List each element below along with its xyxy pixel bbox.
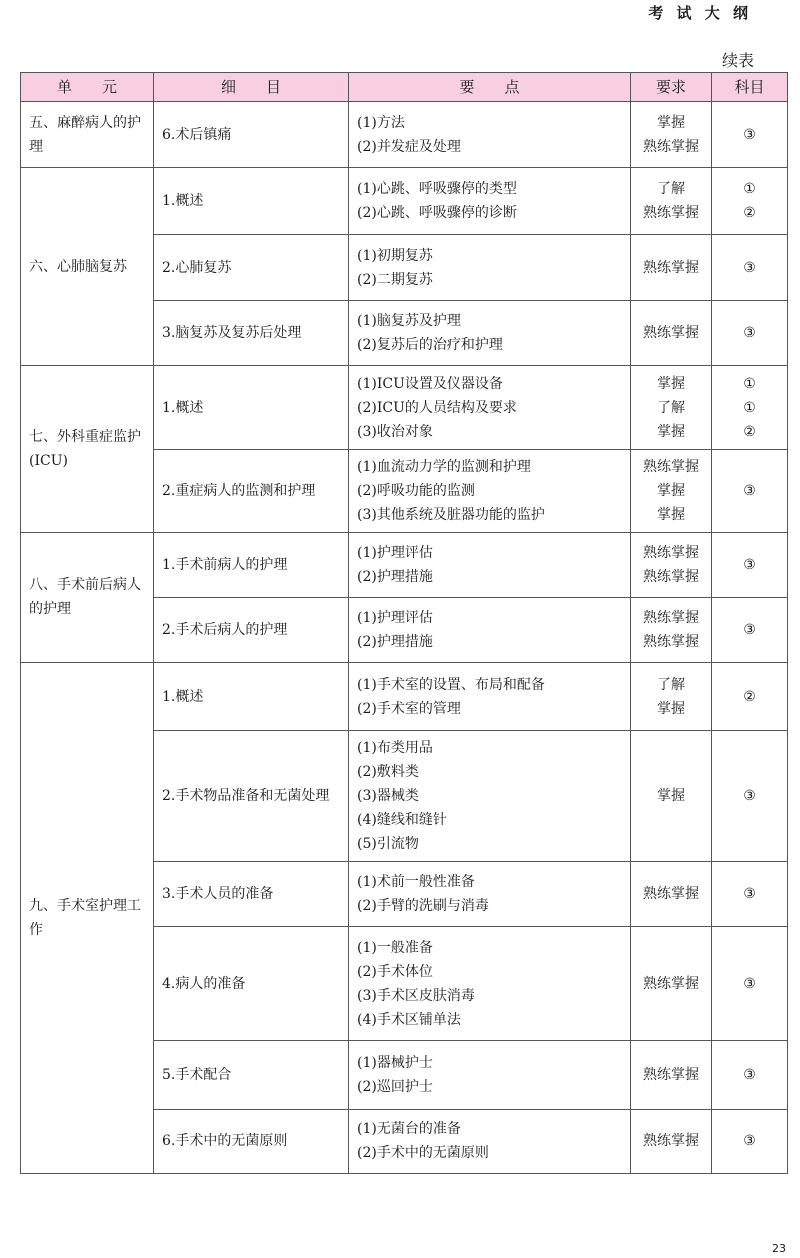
syllabus-table — [20, 72, 788, 1174]
subject-line: ② — [743, 688, 756, 705]
item-cell: 4.病人的准备 — [154, 927, 349, 1041]
unit-cell: 六、心肺脑复苏 — [21, 168, 154, 366]
points-cell — [349, 861, 631, 926]
subject-cell — [712, 102, 788, 168]
item-cell: 3.手术人员的准备 — [154, 861, 349, 926]
points-cell — [349, 102, 631, 168]
point-line: (2)手术室的管理 — [357, 700, 461, 717]
subject-cell — [712, 731, 788, 861]
point-line: (2)敷料类 — [357, 764, 419, 781]
points-cell — [349, 168, 631, 235]
requirement-cell — [631, 1109, 712, 1173]
subject-cell — [712, 927, 788, 1041]
item-cell: 5.手术配合 — [154, 1041, 349, 1109]
table-row — [21, 102, 788, 168]
requirement-line: 熟练掌握 — [643, 138, 699, 155]
requirement-cell — [631, 450, 712, 532]
subject-line: ① — [743, 399, 756, 416]
continued-label: 续表 — [721, 51, 754, 70]
requirement-cell — [631, 663, 712, 731]
header-requirement: 要求 — [631, 73, 712, 102]
subject-line: ③ — [743, 259, 756, 276]
item-cell: 1.手术前病人的护理 — [154, 532, 349, 597]
requirement-line: 熟练掌握 — [643, 544, 699, 561]
requirement-line: 熟练掌握 — [643, 568, 699, 585]
requirement-cell — [631, 927, 712, 1041]
header-unit: 单 元 — [21, 73, 154, 102]
page-number: 23 — [772, 1242, 786, 1255]
subject-line: ③ — [743, 621, 756, 638]
requirement-line: 熟练掌握 — [643, 975, 699, 992]
subject-line: ③ — [743, 482, 756, 499]
requirement-cell — [631, 532, 712, 597]
requirement-line: 掌握 — [657, 114, 685, 131]
points-cell — [349, 532, 631, 597]
point-line: (4)缝线和缝针 — [357, 812, 447, 829]
point-line: (2)呼吸功能的监测 — [357, 482, 475, 499]
header-subject: 科目 — [712, 73, 788, 102]
subject-cell — [712, 168, 788, 235]
point-line: (1)心跳、呼吸骤停的类型 — [357, 181, 517, 198]
requirement-cell — [631, 365, 712, 449]
document-title: 考 试 大 纲 — [648, 4, 752, 22]
points-cell — [349, 597, 631, 662]
point-line: (3)其他系统及脏器功能的监护 — [357, 506, 545, 523]
subject-line: ① — [743, 181, 756, 198]
item-cell: 2.手术后病人的护理 — [154, 597, 349, 662]
subject-line: ③ — [743, 556, 756, 573]
requirement-line: 熟练掌握 — [643, 205, 699, 222]
subject-cell — [712, 235, 788, 300]
point-line: (1)初期复苏 — [357, 247, 433, 264]
points-cell — [349, 235, 631, 300]
point-line: (2)二期复苏 — [357, 271, 433, 288]
item-cell: 2.心肺复苏 — [154, 235, 349, 300]
point-line: (1)方法 — [357, 114, 405, 131]
point-line: (4)手术区铺单法 — [357, 1011, 461, 1028]
header-item: 细 目 — [154, 73, 349, 102]
requirement-line: 掌握 — [657, 506, 685, 523]
item-cell: 2.重症病人的监测和护理 — [154, 450, 349, 532]
point-line: (2)巡回护士 — [357, 1079, 433, 1096]
subject-line: ③ — [743, 126, 756, 143]
table-row — [21, 365, 788, 449]
requirement-line: 了解 — [657, 399, 685, 416]
points-cell — [349, 300, 631, 365]
table-row — [21, 532, 788, 597]
point-line: (2)手术中的无菌原则 — [357, 1145, 489, 1162]
point-line: (2)手臂的洗刷与消毒 — [357, 897, 489, 914]
requirement-line: 熟练掌握 — [643, 885, 699, 902]
point-line: (1)脑复苏及护理 — [357, 312, 461, 329]
subject-line: ② — [743, 423, 756, 440]
item-cell: 6.术后镇痛 — [154, 102, 349, 168]
points-cell — [349, 663, 631, 731]
point-line: (2)并发症及处理 — [357, 138, 461, 155]
subject-cell — [712, 365, 788, 449]
requirement-line: 熟练掌握 — [643, 458, 699, 475]
subject-line: ③ — [743, 1133, 756, 1150]
table-row — [21, 168, 788, 235]
item-cell: 2.手术物品准备和无菌处理 — [154, 731, 349, 861]
point-line: (2)护理措施 — [357, 633, 433, 650]
subject-line: ③ — [743, 885, 756, 902]
point-line: (1)术前一般性准备 — [357, 873, 475, 890]
header-points: 要 点 — [349, 73, 631, 102]
points-cell — [349, 731, 631, 861]
requirement-line: 了解 — [657, 181, 685, 198]
item-cell: 1.概述 — [154, 365, 349, 449]
requirement-line: 熟练掌握 — [643, 1133, 699, 1150]
point-line: (1)ICU设置及仪器设备 — [357, 375, 503, 392]
subject-cell — [712, 450, 788, 532]
point-line: (2)复苏后的治疗和护理 — [357, 336, 503, 353]
point-line: (1)布类用品 — [357, 740, 433, 757]
requirement-line: 熟练掌握 — [643, 609, 699, 626]
requirement-line: 了解 — [657, 676, 685, 693]
subject-cell — [712, 861, 788, 926]
point-line: (1)一般准备 — [357, 939, 433, 956]
points-cell — [349, 1109, 631, 1173]
points-cell — [349, 1041, 631, 1109]
requirement-cell — [631, 597, 712, 662]
requirement-line: 掌握 — [657, 482, 685, 499]
subject-cell — [712, 532, 788, 597]
item-cell: 1.概述 — [154, 663, 349, 731]
requirement-cell — [631, 1041, 712, 1109]
requirement-cell — [631, 861, 712, 926]
point-line: (3)手术区皮肤消毒 — [357, 987, 475, 1004]
points-cell — [349, 450, 631, 532]
point-line: (1)无菌台的准备 — [357, 1121, 461, 1138]
requirement-cell — [631, 235, 712, 300]
subject-cell — [712, 300, 788, 365]
subject-line: ③ — [743, 975, 756, 992]
requirement-cell — [631, 300, 712, 365]
table-header-row — [21, 73, 788, 102]
requirement-cell — [631, 731, 712, 861]
item-cell: 1.概述 — [154, 168, 349, 235]
requirement-line: 掌握 — [657, 788, 685, 805]
subject-line: ③ — [743, 324, 756, 341]
requirement-cell — [631, 168, 712, 235]
point-line: (1)器械护士 — [357, 1055, 433, 1072]
point-line: (1)护理评估 — [357, 609, 433, 626]
requirement-line: 熟练掌握 — [643, 259, 699, 276]
requirement-line: 熟练掌握 — [643, 324, 699, 341]
item-cell: 6.手术中的无菌原则 — [154, 1109, 349, 1173]
subject-cell — [712, 663, 788, 731]
unit-cell: 九、手术室护理工作 — [21, 663, 154, 1174]
subject-line: ③ — [743, 1067, 756, 1084]
points-cell — [349, 365, 631, 449]
point-line: (1)手术室的设置、布局和配备 — [357, 676, 545, 693]
item-cell: 3.脑复苏及复苏后处理 — [154, 300, 349, 365]
subject-line: ① — [743, 375, 756, 392]
requirement-cell — [631, 102, 712, 168]
subject-cell — [712, 1109, 788, 1173]
requirement-line: 掌握 — [657, 700, 685, 717]
point-line: (2)心跳、呼吸骤停的诊断 — [357, 205, 517, 222]
point-line: (1)血流动力学的监测和护理 — [357, 458, 531, 475]
point-line: (2)护理措施 — [357, 568, 433, 585]
point-line: (2)手术体位 — [357, 963, 433, 980]
table-row — [21, 663, 788, 731]
unit-cell: 八、手术前后病人的护理 — [21, 532, 154, 662]
point-line: (5)引流物 — [357, 836, 419, 853]
point-line: (2)ICU的人员结构及要求 — [357, 399, 517, 416]
subject-cell — [712, 1041, 788, 1109]
subject-cell — [712, 597, 788, 662]
requirement-line: 熟练掌握 — [643, 633, 699, 650]
subject-line: ② — [743, 205, 756, 222]
requirement-line: 掌握 — [657, 375, 685, 392]
unit-cell: 七、外科重症监护(ICU) — [21, 365, 154, 532]
point-line: (3)收治对象 — [357, 423, 433, 440]
subject-line: ③ — [743, 788, 756, 805]
unit-cell: 五、麻醉病人的护理 — [21, 102, 154, 168]
requirement-line: 熟练掌握 — [643, 1067, 699, 1084]
point-line: (1)护理评估 — [357, 544, 433, 561]
requirement-line: 掌握 — [657, 423, 685, 440]
points-cell — [349, 927, 631, 1041]
point-line: (3)器械类 — [357, 788, 419, 805]
